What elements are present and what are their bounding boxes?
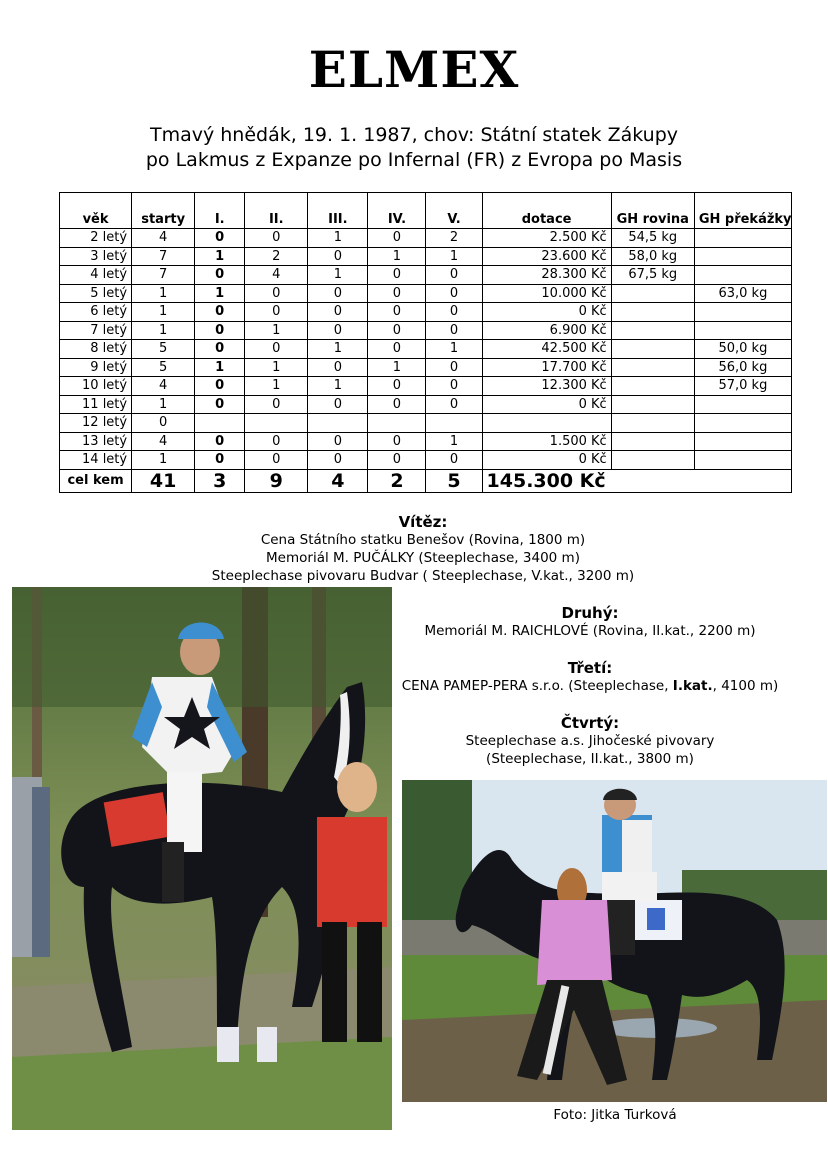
table-cell: 12.300 Kč — [482, 377, 611, 396]
table-cell: 58,0 kg — [611, 247, 694, 266]
fourth-section — [395, 714, 785, 768]
table-cell — [694, 321, 791, 340]
table-cell: 1 — [195, 247, 245, 266]
table-cell — [694, 414, 791, 433]
photo-horse-forest — [12, 587, 392, 1130]
table-cell: 0 — [308, 247, 368, 266]
table-cell: 9 letý — [60, 358, 132, 377]
table-cell — [694, 395, 791, 414]
table-cell: 0 — [308, 321, 368, 340]
table-cell: 5 — [132, 340, 195, 359]
table-cell: 4 — [132, 377, 195, 396]
table-cell — [611, 284, 694, 303]
second-race-1: Memoriál M. RAICHLOVÉ (Rovina, II.kat., 2200 m) — [424, 623, 756, 639]
photo-horse-paddock — [402, 780, 827, 1102]
table-cell: 0 — [426, 358, 482, 377]
column-header: I. — [195, 193, 245, 229]
table-cell: 0 — [368, 377, 426, 396]
table-cell: 1 — [426, 247, 482, 266]
table-cell — [611, 358, 694, 377]
table-cell: 2 — [426, 229, 482, 248]
table-cell — [482, 414, 611, 433]
horse-description: Tmavý hnědák, 19. 1. 1987, chov: Státní statek Zákupy — [149, 124, 679, 146]
table-cell — [611, 395, 694, 414]
table-row — [60, 432, 792, 451]
table-cell: 0 — [308, 432, 368, 451]
table-cell: 1 — [426, 340, 482, 359]
table-cell: 56,0 kg — [694, 358, 791, 377]
table-cell: 0 — [245, 284, 308, 303]
table-cell: 0 — [308, 451, 368, 470]
table-cell: 0 Kč — [482, 451, 611, 470]
table-cell — [611, 303, 694, 322]
table-cell: 7 — [132, 247, 195, 266]
table-cell: 0 — [245, 395, 308, 414]
table-row — [60, 358, 792, 377]
table-cell: 0 — [368, 284, 426, 303]
table-row — [60, 377, 792, 396]
table-cell: 1 — [308, 229, 368, 248]
table-cell: 67,5 kg — [611, 266, 694, 285]
table-cell: 1 — [132, 321, 195, 340]
table-cell: 11 letý — [60, 395, 132, 414]
table-cell: 6.900 Kč — [482, 321, 611, 340]
total-cell: 5 — [426, 469, 482, 492]
table-row — [60, 321, 792, 340]
column-header: starty — [132, 193, 195, 229]
table-cell: 10 letý — [60, 377, 132, 396]
winner-race-2: Memoriál M. PUČÁLKY (Steeplechase, 3400 m) — [266, 550, 580, 566]
table-cell: 42.500 Kč — [482, 340, 611, 359]
total-label: cel kem — [60, 469, 132, 492]
table-cell: 4 — [132, 432, 195, 451]
table-cell: 1 — [132, 395, 195, 414]
table-cell: 0 Kč — [482, 395, 611, 414]
table-row — [60, 284, 792, 303]
table-cell: 23.600 Kč — [482, 247, 611, 266]
table-row — [60, 414, 792, 433]
table-cell: 0 — [195, 395, 245, 414]
table-cell — [195, 414, 245, 433]
table-cell: 0 — [195, 229, 245, 248]
fourth-heading: Čtvrtý: — [560, 714, 620, 732]
table-cell: 1 — [368, 358, 426, 377]
photo-credit: Foto: Jitka Turková — [553, 1107, 677, 1123]
table-cell: 0 — [368, 451, 426, 470]
total-row — [60, 469, 792, 492]
table-cell: 5 letý — [60, 284, 132, 303]
table-cell: 0 — [426, 395, 482, 414]
table-cell — [611, 451, 694, 470]
table-row — [60, 303, 792, 322]
third-section — [395, 659, 785, 695]
table-header-row — [60, 193, 792, 229]
table-cell: 1 — [245, 377, 308, 396]
table-cell: 0 — [195, 321, 245, 340]
table-cell: 0 — [368, 340, 426, 359]
table-cell: 0 — [368, 321, 426, 340]
table-cell — [368, 414, 426, 433]
winner-race-3: Steeplechase pivovaru Budvar ( Steeplechase, V.kat., 3200 m) — [211, 568, 635, 584]
table-cell: 57,0 kg — [694, 377, 791, 396]
table-cell — [694, 451, 791, 470]
second-section — [395, 604, 785, 640]
table-cell: 0 — [308, 303, 368, 322]
table-cell: 0 — [245, 451, 308, 470]
table-cell: 0 — [426, 266, 482, 285]
career-stats-table — [59, 192, 792, 493]
column-header: III. — [308, 193, 368, 229]
table-cell: 50,0 kg — [694, 340, 791, 359]
table-cell: 0 — [308, 358, 368, 377]
table-cell: 0 — [195, 377, 245, 396]
table-cell: 0 — [426, 303, 482, 322]
total-cell: 9 — [245, 469, 308, 492]
table-row — [60, 229, 792, 248]
table-cell: 2 letý — [60, 229, 132, 248]
table-cell: 0 — [426, 321, 482, 340]
table-cell — [694, 247, 791, 266]
table-cell: 0 — [426, 284, 482, 303]
table-cell: 7 — [132, 266, 195, 285]
table-row — [60, 451, 792, 470]
table-cell: 5 — [132, 358, 195, 377]
table-cell: 0 — [195, 266, 245, 285]
table-cell: 0 — [245, 229, 308, 248]
table-cell: 4 — [132, 229, 195, 248]
table-cell: 0 — [368, 303, 426, 322]
table-cell: 0 — [132, 414, 195, 433]
table-cell: 1 — [245, 321, 308, 340]
total-cell: 4 — [308, 469, 368, 492]
third-race-1 — [395, 677, 785, 695]
table-cell — [308, 414, 368, 433]
table-cell: 12 letý — [60, 414, 132, 433]
table-cell: 0 — [426, 451, 482, 470]
total-cell: 145.300 Kč — [482, 469, 791, 492]
table-cell: 6 letý — [60, 303, 132, 322]
table-cell — [245, 414, 308, 433]
table-cell: 0 Kč — [482, 303, 611, 322]
table-cell: 7 letý — [60, 321, 132, 340]
column-header: GH překážky — [694, 193, 791, 229]
table-cell — [694, 303, 791, 322]
table-cell: 1 — [368, 247, 426, 266]
table-cell: 3 letý — [60, 247, 132, 266]
column-header: věk — [60, 193, 132, 229]
table-cell: 1 — [245, 358, 308, 377]
table-cell: 2 — [245, 247, 308, 266]
table-cell — [694, 266, 791, 285]
table-cell — [694, 432, 791, 451]
table-cell: 1 — [308, 266, 368, 285]
table-cell — [694, 229, 791, 248]
table-row — [60, 266, 792, 285]
table-cell: 1 — [195, 358, 245, 377]
table-cell: 54,5 kg — [611, 229, 694, 248]
table-cell: 1 — [308, 340, 368, 359]
horse-name-title: ELMEX — [308, 40, 520, 99]
table-cell: 0 — [308, 395, 368, 414]
table-row — [60, 395, 792, 414]
table-cell: 0 — [195, 340, 245, 359]
table-cell: 0 — [368, 229, 426, 248]
table-row — [60, 247, 792, 266]
total-cell: 2 — [368, 469, 426, 492]
table-cell: 1 — [132, 451, 195, 470]
total-cell: 3 — [195, 469, 245, 492]
table-cell: 0 — [245, 340, 308, 359]
table-cell: 0 — [368, 266, 426, 285]
table-cell: 0 — [195, 432, 245, 451]
table-cell: 28.300 Kč — [482, 266, 611, 285]
fourth-race-1: Steeplechase a.s. Jihočeské pivovary — [465, 733, 715, 749]
third-heading: Třetí: — [567, 659, 613, 677]
column-header: GH rovina — [611, 193, 694, 229]
column-header: V. — [426, 193, 482, 229]
winner-section — [160, 513, 686, 585]
column-header: dotace — [482, 193, 611, 229]
column-header: IV. — [368, 193, 426, 229]
table-cell: 1.500 Kč — [482, 432, 611, 451]
table-cell: 0 — [245, 432, 308, 451]
total-cell: 41 — [132, 469, 195, 492]
winner-heading: Vítěz: — [398, 513, 448, 531]
table-cell: 0 — [308, 284, 368, 303]
table-cell — [611, 321, 694, 340]
fourth-race-2: (Steeplechase, II.kat., 3800 m) — [486, 751, 694, 767]
table-cell: 4 letý — [60, 266, 132, 285]
second-heading: Druhý: — [561, 604, 619, 622]
table-cell: 2.500 Kč — [482, 229, 611, 248]
third-race-category: I.kat. — [672, 678, 713, 694]
column-header: II. — [245, 193, 308, 229]
table-cell: 1 — [308, 377, 368, 396]
table-cell: 8 letý — [60, 340, 132, 359]
table-cell: 4 — [245, 266, 308, 285]
table-cell: 0 — [368, 395, 426, 414]
table-cell — [611, 432, 694, 451]
horse-pedigree: po Lakmus z Expanze po Infernal (FR) z Evropa po Masis — [145, 149, 683, 171]
table-cell: 10.000 Kč — [482, 284, 611, 303]
table-cell: 1 — [426, 432, 482, 451]
table-cell: 0 — [368, 432, 426, 451]
table-cell — [611, 414, 694, 433]
table-cell: 0 — [426, 377, 482, 396]
winner-race-1: Cena Státního statku Benešov (Rovina, 1800 m) — [260, 532, 586, 548]
table-row — [60, 340, 792, 359]
table-cell: 63,0 kg — [694, 284, 791, 303]
table-cell: 0 — [195, 451, 245, 470]
table-cell: 1 — [132, 284, 195, 303]
table-cell: 0 — [245, 303, 308, 322]
table-cell: 17.700 Kč — [482, 358, 611, 377]
third-race-suffix: , 4100 m) — [712, 678, 779, 694]
table-cell: 14 letý — [60, 451, 132, 470]
table-cell: 0 — [195, 303, 245, 322]
table-cell — [611, 377, 694, 396]
table-cell: 1 — [132, 303, 195, 322]
table-cell: 13 letý — [60, 432, 132, 451]
table-cell — [426, 414, 482, 433]
third-race-prefix: CENA PAMEP-PERA s.r.o. (Steeplechase, — [401, 678, 673, 694]
table-cell — [611, 340, 694, 359]
table-cell: 1 — [195, 284, 245, 303]
